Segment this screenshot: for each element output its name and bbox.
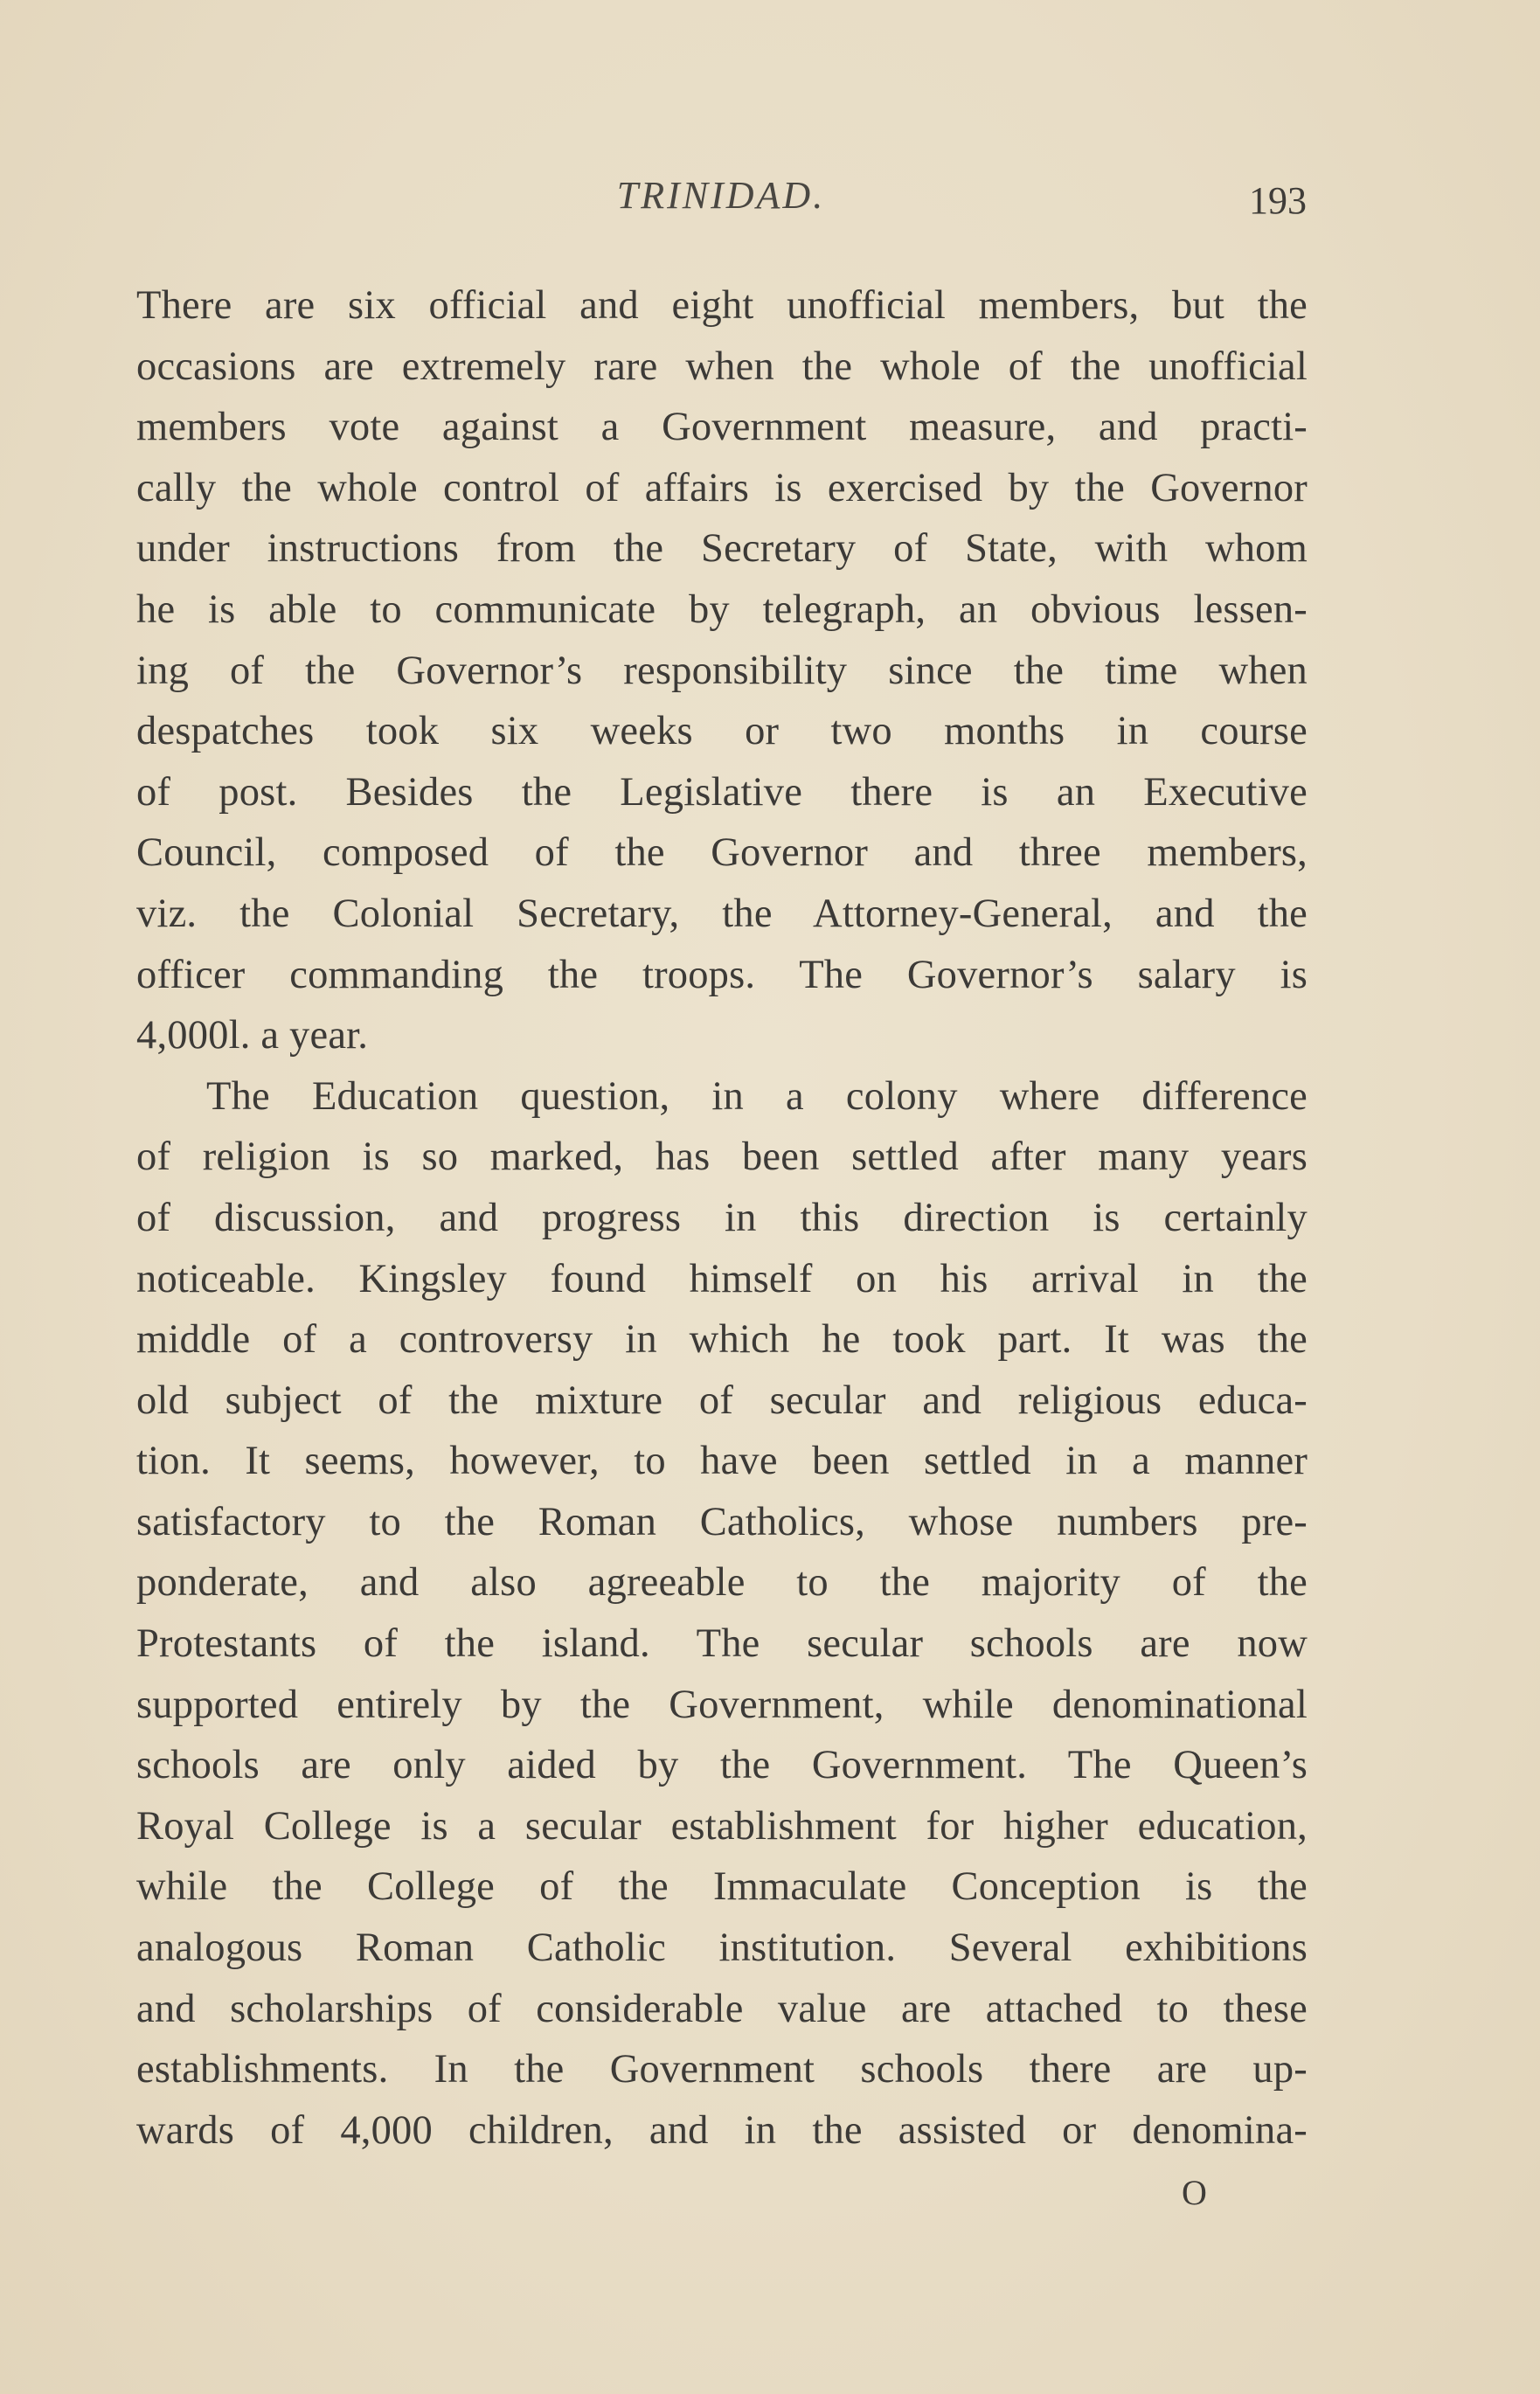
text-line: of religion is so marked, has been settled after many years [136,1135,1308,1180]
text-line: occasions are extremely rare when the whole of the unofficial [136,343,1308,389]
text-line: noticeable. Kingsley found himself on his arrival in the [136,1256,1308,1301]
text-line: analogous Roman Catholic institution. Several exhibitions [136,1926,1308,1971]
text-line: despatches took six weeks or two months in course [136,709,1308,754]
text-line: of discussion, and progress in this direction is certainly [136,1195,1308,1240]
text-line: tion. It seems, however, to have been settled in a manner [136,1439,1308,1484]
page-number: 193 [1249,179,1307,222]
paragraph-end-line: 4,000l. a year. [136,1013,369,1058]
text-line: Protestants of the island. The secular schools are now [136,1621,1308,1667]
running-title: TRINIDAD. [616,174,826,217]
text-line: wards of 4,000 children, and in the assisted or denomina- [136,2107,1308,2153]
text-line: There are six official and eight unofficial members, but the [136,283,1308,328]
text-line: supported entirely by the Government, while denominational [136,1682,1308,1727]
text-line: schools are only aided by the Government. The Queen’s [136,1743,1308,1788]
text-line: while the College of the Immaculate Conception is the [136,1864,1308,1910]
signature-mark: O [1182,2173,1207,2212]
text-line: Council, composed of the Governor and three members, [136,830,1308,876]
text-line: ponderate, and also agreeable to the majority of the [136,1560,1308,1606]
text-line: old subject of the mixture of secular and religious educa- [136,1377,1308,1423]
text-line: middle of a controversy in which he took part. It was the [136,1317,1308,1363]
text-line: and scholarships of considerable value are attached to these [136,1986,1308,2031]
text-line: officer commanding the troops. The Governor’s salary is [136,952,1308,997]
text-line: under instructions from the Secretary of State, with whom [136,526,1308,572]
paragraph-start-line: The Education question, in a colony where difference [206,1073,1308,1119]
text-line: cally the whole control of affairs is exercised by the Governor [136,465,1308,510]
running-head [135,173,1307,226]
text-line: he is able to communicate by telegraph, an obvious lessen- [136,586,1308,632]
text-line: satisfactory to the Roman Catholics, whose numbers pre- [136,1499,1308,1544]
text-line: ing of the Governor’s responsibility since the time when [136,648,1308,693]
text-line: Royal College is a secular establishment for higher education, [136,1803,1308,1849]
text-line: viz. the Colonial Secretary, the Attorney-General, and the [136,891,1308,936]
text-line: of post. Besides the Legislative there is an Executive [136,769,1308,815]
body-text [136,275,1308,2161]
text-line: members vote against a Government measure, and practi- [136,405,1308,450]
text-line: establishments. In the Government schools there are up- [136,2047,1308,2092]
